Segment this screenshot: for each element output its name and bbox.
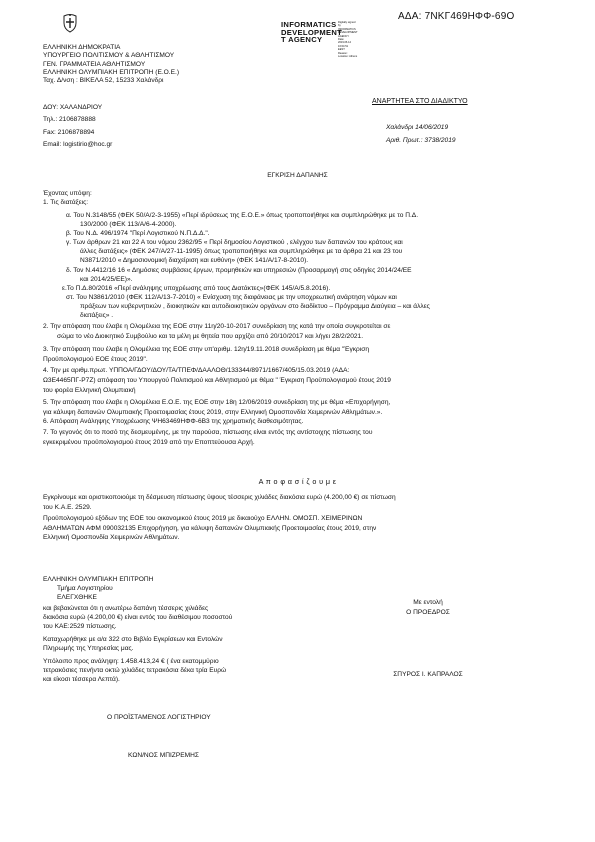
balance-line: και είκοσι τέσσερα Λεπτά).: [43, 675, 120, 683]
letterhead-line: ΥΠΟΥΡΓΕΙΟ ΠΟΛΙΤΙΣΜΟΥ & ΑΘΛΗΤΙΣΜΟΥ: [43, 52, 175, 60]
place-date: Χαλάνδρι 14/06/2019: [386, 124, 449, 131]
contact-block: [43, 102, 112, 151]
verification-line: διακόσια ευρώ (4.200,00 €) είναι εντός του διαθέσιμου ποσοστού: [43, 614, 233, 622]
provision-line: 130/2000 (ΦΕΚ 113/Α/6-4-2000).: [80, 221, 177, 229]
checked-label: ΕΛΕΓΧΘΗΚΕ: [57, 594, 97, 602]
department: Τμήμα Λογιστηρίου: [57, 585, 113, 593]
balance-line: Υπόλοιπο προς ανάληψη: 1.458.413,24 € ( ένα εκατομμύριο: [43, 657, 219, 665]
provision-line: άλλες διατάξεις» (ΦΕΚ 247/Α/27-11-1995) όπως τροποποιήθηκε και συμπληρώθηκε με τα άρθρα 21 και 23 του: [80, 248, 403, 256]
logo-line-3: T AGENCY: [281, 35, 323, 45]
email: Email: logistirio@hoc.gr: [43, 140, 113, 148]
registry-line: Πληρωμής της Υπηρεσίας μας.: [43, 644, 134, 652]
consideration-line: για κάλυψη δαπανών Ολυμπιακής Προετοιμασίας έτους 2019, στην Ελληνική Ομοσπονδία Χειμερινών Αθλημάτων.».: [43, 408, 383, 416]
item-1-label: 1. Τις διατάξεις:: [43, 199, 89, 206]
ada-code: ΑΔΑ: 7ΝΚΓ469ΗΦΦ-69Ο: [398, 11, 515, 22]
consideration-line: 6. Απόφαση Ανάληψης Υποχρέωσης ΨΗ63469ΗΦΦ-6Β3 της χρηματικής διαθεσιμότητας.: [43, 418, 304, 426]
committee-name: ΕΛΛΗΝΙΚΗ ΟΛΥΜΠΙΑΚΗ ΕΠΙΤΡΟΠΗ: [43, 576, 154, 583]
consideration-line: εγκεκριμένου προϋπολογισμού έτους 2019 από την Εποπτεύουσα Αρχή.: [43, 438, 255, 446]
decision-line: ΑΘΛΗΜΑΤΩΝ ΑΦΜ 090032135 Επιχορήγηση, για κάλυψη δαπανών Ολυμπιακής Προετοιμασίας έτους 2019, στην: [43, 524, 377, 532]
letterhead-line: ΕΛΛΗΝΙΚΗ ΟΛΥΜΠΙΑΚΗ ΕΠΙΤΡΟΠΗ (Ε.Ο.Ε.): [43, 68, 180, 76]
decision-line: Εγκρίνουμε και οριστικοποιούμε τη δέσμευση πίστωσης ύψους τέσσερις χιλιάδες διακόσια ευρώ (4.200,00 €) σε πίστωση: [43, 494, 396, 501]
provision-line: β. Του Ν.Δ. 496/1974 "Περί Λογιστικού Ν.Π.Δ.Δ.".: [66, 230, 210, 238]
consideration-line: 3. Την απόφαση που έλαβε η Ολομέλεια της ΕΟΕ στην υπ'αριθμ. 12η/19.11.2018 συνεδρίαση με θέμα "Έγκριση: [43, 346, 369, 354]
provision-line: στ. Του Ν3861/2010 (ΦΕΚ 112/Α/13-7-2010) « Ενίσχυση της διαφάνειας με την υποχρεωτική ανάρτηση νόμων και: [66, 293, 397, 301]
signature-logo: [281, 20, 358, 59]
phone: Τηλ.: 2106878888: [43, 116, 96, 124]
provision-line: α. Του Ν.3148/55 (ΦΕΚ 50/Α/2-3-1955) «Περί ιδρύσεως της Ε.Ο.Ε.» όπως τροποποιήθηκε και συμπληρώθηκε με το Π.Δ.: [66, 212, 419, 219]
logo-line-1: INFORMATICS: [281, 20, 337, 29]
registry-line: Καταχωρήθηκε με α/α 322 στο Βιβλίο Εγκρίσεων και Εντολών: [43, 635, 223, 643]
decision-text: [43, 493, 396, 543]
consideration-line: 5. Την απόφαση που έλαβε η Ολομέλεια Ε.Ο.Ε. της ΕΟΕ στην 18η 12/06/2019 συνεδρίαση της με θέμα «Επιχορήγηση,: [43, 399, 391, 407]
document-title: ΕΓΚΡΙΣΗ ΔΑΠΑΝΗΣ: [267, 172, 328, 179]
letterhead-line: Ταχ. Δ/νση : ΒΙΚΕΛΑ 52, 15233 Χαλάνδρι: [43, 77, 164, 85]
president-name: ΣΠΥΡΟΣ Ι. ΚΑΠΡΑΛΟΣ: [393, 671, 463, 678]
consideration-line: 2. Την απόφαση που έλαβε η Ολομέλεια της ΕΟΕ στην 11η/20-10-2017 συνεδρίαση της κατά την οποία συγκροτείται σε: [43, 323, 391, 330]
accounting-block: [43, 575, 232, 684]
decision-line: Ελληνική Ομοσπονδία Χειμερινών Αθλημάτων.: [43, 534, 180, 542]
consideration-line: 7. Το γεγονός ότι το ποσό της δεσμευμένης, με την παρούσα, πίστωσης είναι εντός της αντίστοιχης πίστωσης του: [43, 428, 373, 436]
chief-accountant-role: Ο ΠΡΟΪΣΤΑΜΕΝΟΣ ΛΟΓΙΣΤΗΡΙΟΥ: [107, 714, 211, 721]
provision-line: ε.Το Π.Δ.80/2016 «Περί ανάληψης υποχρέωσης από τους Διατάκτες»(ΦΕΚ 145/Α/5.8.2016).: [62, 284, 331, 292]
consideration-line: του φορέα Ελληνική Ολυμπιακή: [43, 386, 136, 394]
tax-office: ΔΟΥ: ΧΑΛΑΝΔΡΙΟΥ: [43, 104, 103, 111]
intro-text: Έχοντας υπόψη:: [43, 190, 92, 197]
balance-line: τετρακόσιες πενήντα οκτώ χιλιάδες τετρακόσια δέκα τρία Ευρώ: [43, 666, 227, 674]
decision-title: Α π ο φ α σ ί ζ ο υ μ ε: [258, 477, 337, 486]
protocol-number: Αριθ. Πρωτ.: 3738/2019: [386, 137, 456, 144]
letterhead-line: ΕΛΛΗΝΙΚΗ ΔΗΜΟΚΡΑΤΙΑ: [43, 44, 121, 51]
by-order-label: Με εντολή: [413, 599, 443, 606]
numbered-considerations: [43, 322, 391, 447]
consideration-line: 4. Την με αριθμ.πρωτ. ΥΠΠΟΑ/ΓΔΟΥ/ΔΟΥ/ΤΑ/ΤΠΕΦ/ΔΑΑΛΟΘ/133344/8971/1667/405/15.03.2019 (ΑΔΑ:: [43, 367, 350, 375]
provision-line: δ. Τον Ν.4412/16 16 « Δημόσιες συμβάσεις έργων, προμηθειών και υπηρεσιών (Προσαρμογή στις οδηγίες 2014/24/ΕΕ: [66, 266, 412, 274]
legal-provisions: [62, 211, 430, 320]
signature-details: Digitally signed by INFORMATICS DEVELOPMENT AGENCY Date: 2019.06.14 16:04:51 EEST Reason: Location: Athens: [338, 21, 358, 59]
provision-line: πράξεων των κυβερνητικών , διοικητικών και αυτοδιοικητικών οργάνων στο διαδίκτυο – Πρόγραμμα Διαύγεια – και άλλες: [80, 302, 430, 310]
consideration-line: σώμα το νέο Διοικητικό Συμβούλιο και τα μέλη με θητεία που αρχίζει από 20/10/2017 και λήγει 28/2/2021.: [57, 332, 364, 340]
posting-notice: ΑΝΑΡΤΗΤΕΑ ΣΤΟ ΔΙΑΔΙΚΤΥΟ: [372, 98, 468, 105]
fax: Fax: 2106878894: [43, 128, 95, 136]
letterhead-line: ΓΕΝ. ΓΡΑΜΜΑΤΕΙΑ ΑΘΛΗΤΙΣΜΟΥ: [43, 60, 146, 68]
consideration-line: Προϋπολογισμού ΕΟΕ έτους 2019".: [43, 355, 148, 363]
provision-line: Ν3871/2010 « Δημοσιονομική διαχείριση και ευθύνη» (ΦΕΚ 141/Α/17-8-2010).: [80, 257, 309, 265]
decision-line: του Κ.Α.Ε. 2529.: [43, 503, 92, 511]
verification-line: του ΚΑΕ:2529 πίστωσης.: [43, 623, 117, 631]
decision-line: Προϋπολογισμού εξόδων της ΕΟΕ του οικονομικού έτους 2019 με δικαιούχο ΕΛΛΗΝ. ΟΜΟΣΠ. ΧΕΙΜΕΡΙΝΩΝ: [43, 515, 363, 523]
consideration-line: Ω3Ε4465ΠΓ-Ρ7Ζ) απόφαση του Υπουργού Πολιτισμού και Αθλητισμού με θέμα " Έγκριση Προϋπολογισμού έτους 2019: [43, 376, 391, 384]
letterhead: [43, 44, 179, 85]
provision-line: και 2014/25/ΕΕ)».: [80, 275, 133, 283]
greek-emblem-icon: [62, 13, 78, 33]
president-label: Ο ΠΡΟΕΔΡΟΣ: [406, 609, 450, 616]
chief-accountant-name: ΚΩΝ/ΝΟΣ ΜΠΙΖΡΕΜΗΣ: [128, 752, 199, 759]
logo-line-2: DEVELOPMENT: [281, 27, 343, 37]
provision-line: γ. Των άρθρων 21 και 22 Α του νόμου 2362/95 « Περί δημοσίου Λογιστικού , ελέγχου των δαπανών του κράτους και: [66, 239, 403, 247]
verification-line: και βεβαιώνεται ότι η ανωτέρω δαπάνη τέσσερις χιλιάδες: [43, 605, 209, 613]
provision-line: διατάξεις» .: [80, 312, 114, 320]
